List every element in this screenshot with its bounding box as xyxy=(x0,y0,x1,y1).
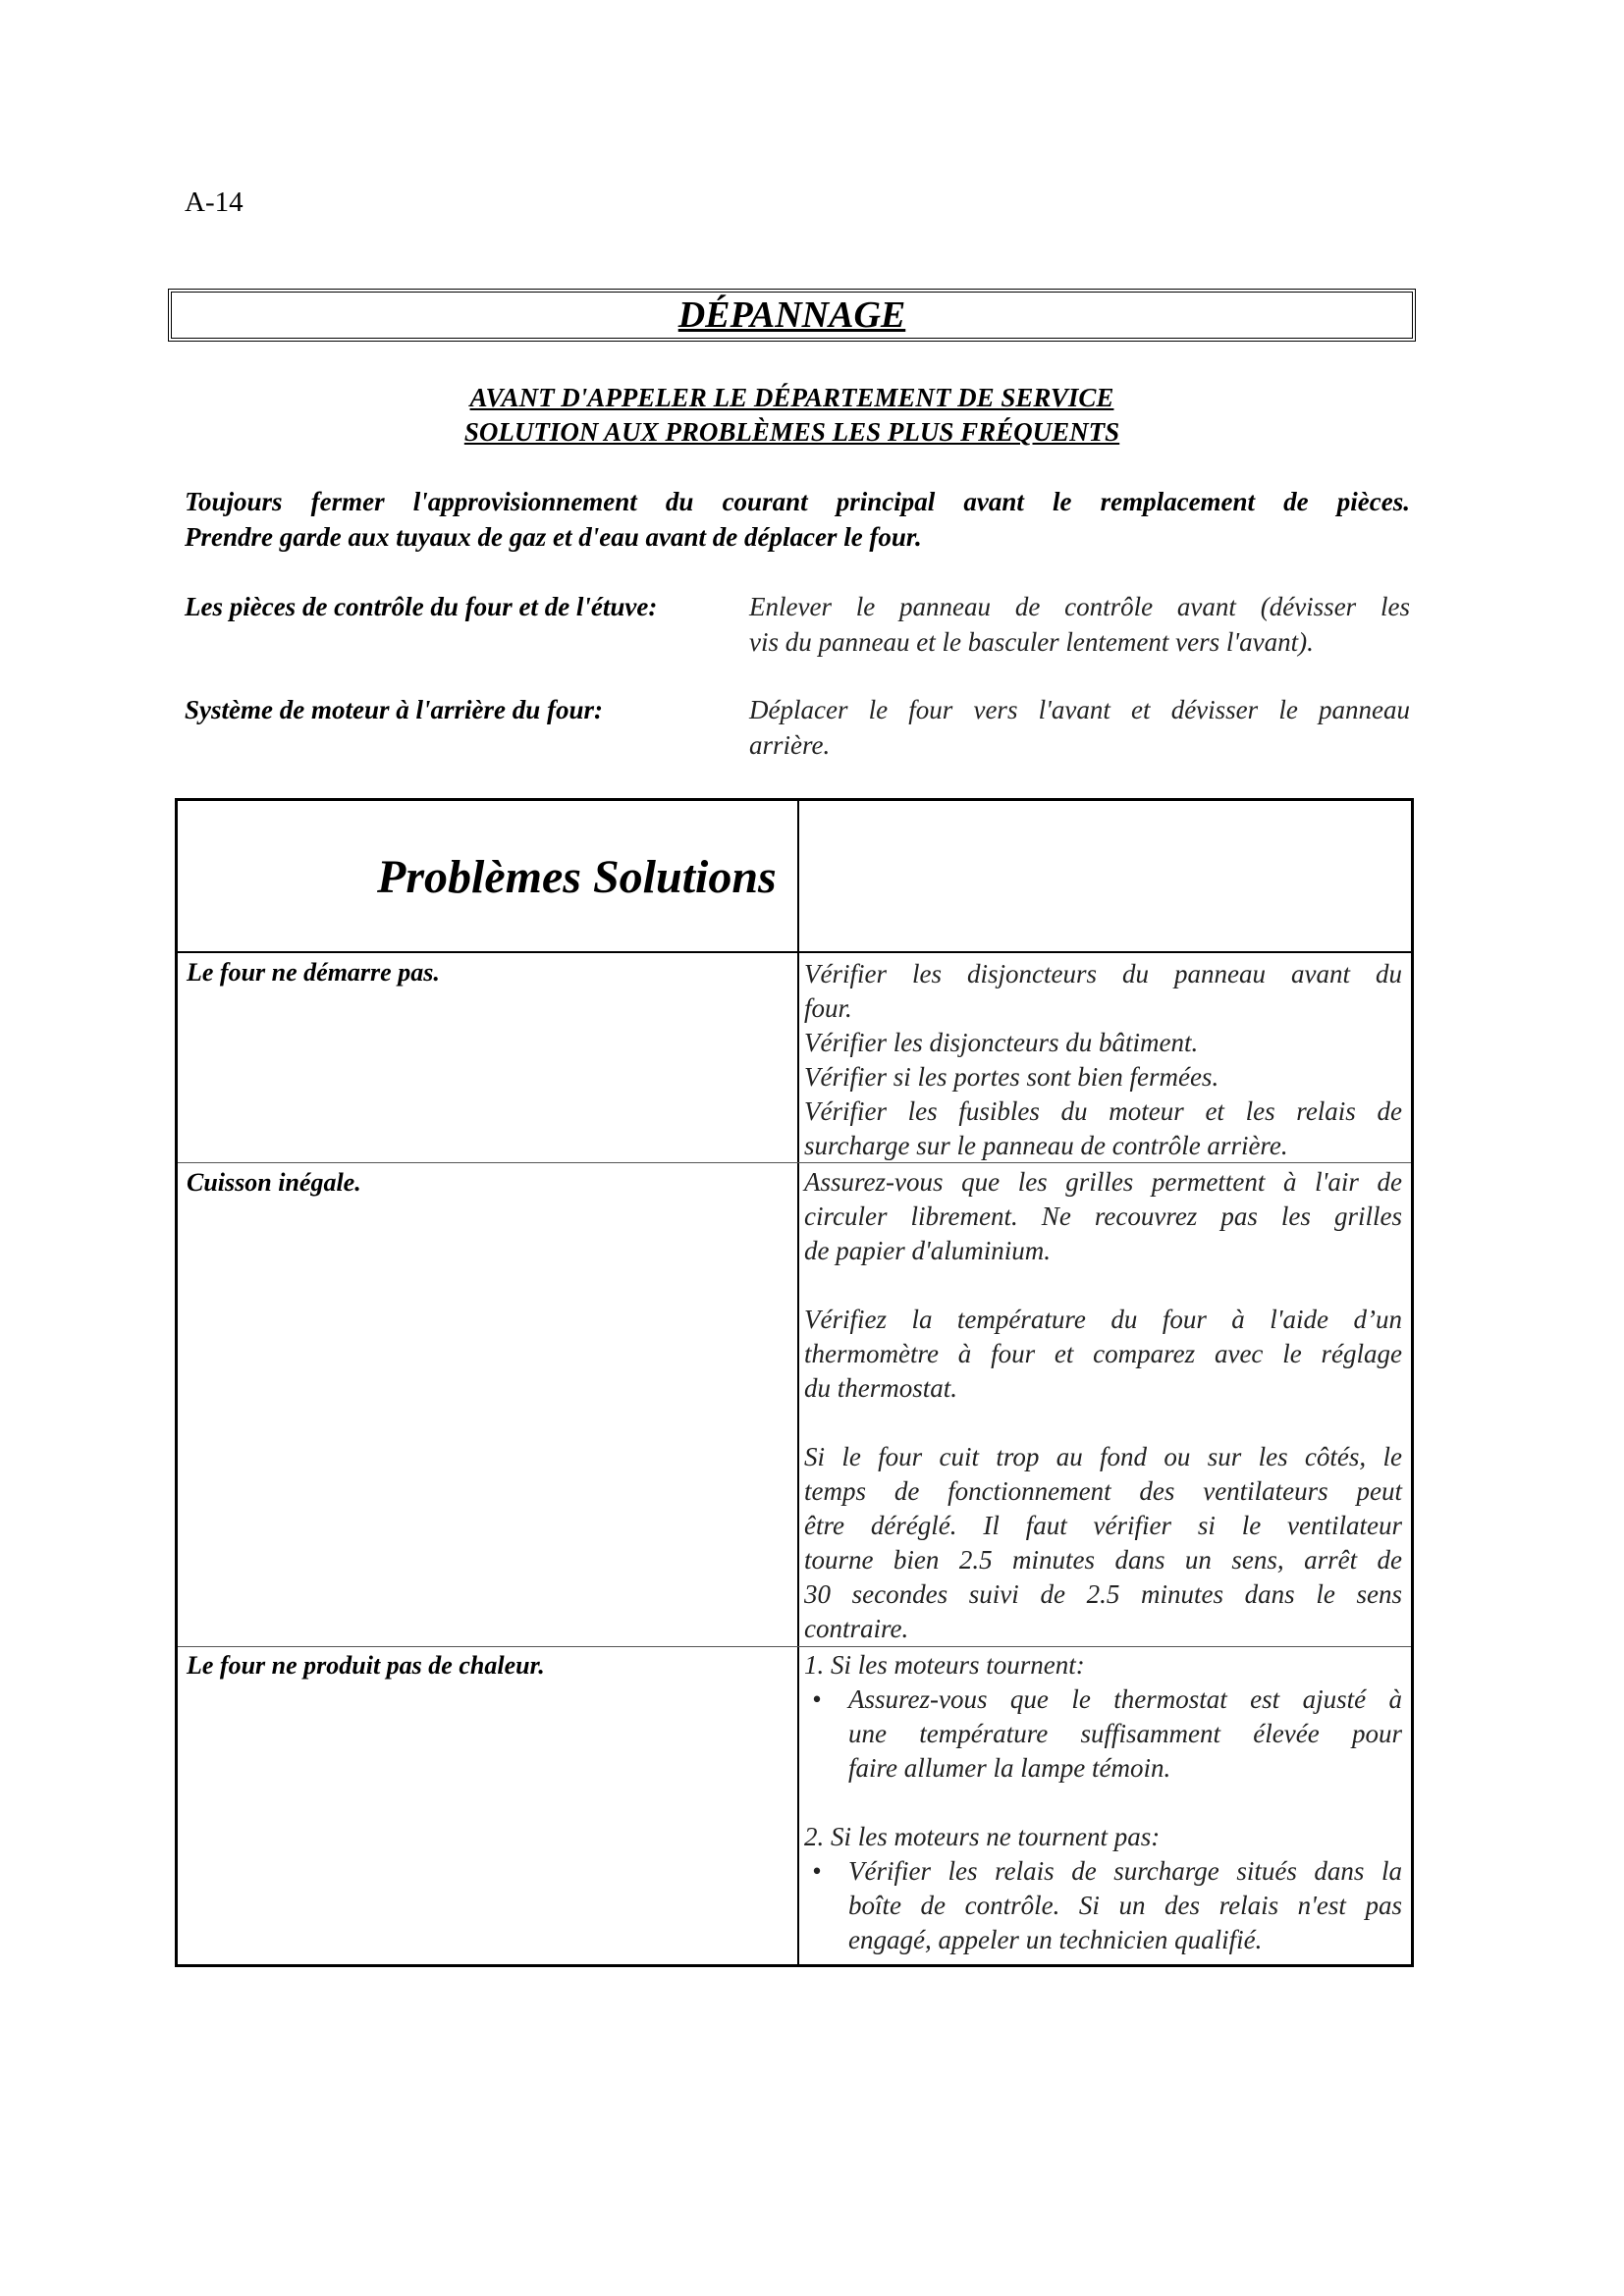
safety-warning xyxy=(185,484,1410,555)
info-label: Les pièces de contrôle du four et de l'étuve: xyxy=(185,592,658,621)
solution-line: Assurez-vous que les grilles permettent à l'air de xyxy=(804,1167,1402,1197)
solution-cell xyxy=(804,1165,1402,1646)
bullet-item xyxy=(804,1682,1402,1786)
solution-line: surcharge sur le panneau de contrôle arrière. xyxy=(804,1131,1288,1160)
bullet-item xyxy=(804,1854,1402,1957)
bullet-icon: • xyxy=(812,1684,822,1714)
info-value-line: vis du panneau et le basculer lentement vers l'avant). xyxy=(749,627,1314,657)
bullet-line: Assurez-vous que le thermostat est ajusté à xyxy=(848,1684,1402,1714)
solution-line: Vérifier si les portes sont bien fermées. xyxy=(804,1062,1219,1092)
case-heading: 1. Si les moteurs tournent: xyxy=(804,1650,1085,1680)
solution-line: Vérifier les fusibles du moteur et les relais de xyxy=(804,1096,1402,1126)
spacer xyxy=(804,1406,1402,1440)
problem-cell: Le four ne démarre pas. xyxy=(187,958,440,987)
spacer xyxy=(804,1268,1402,1303)
bullet-line: engagé, appeler un technicien qualifié. xyxy=(848,1925,1263,1954)
solution-line: Vérifiez la température du four à l'aide d’un xyxy=(804,1305,1402,1334)
troubleshooting-table xyxy=(175,798,1414,1967)
solution-line: tourne bien 2.5 minutes dans un sens, arrêt de xyxy=(804,1545,1402,1575)
page-number: A-14 xyxy=(185,187,244,218)
bullet-line: une température suffisamment élevée pour xyxy=(848,1719,1402,1748)
bullet-line: faire allumer la lampe témoin. xyxy=(848,1753,1171,1783)
solution-line: Vérifier les disjoncteurs du panneau avant du xyxy=(804,959,1402,988)
page-title: DÉPANNAGE xyxy=(677,294,906,336)
problem-cell: Le four ne produit pas de chaleur. xyxy=(187,1651,545,1680)
info-value-line: Enlever le panneau de contrôle avant (dévisser les xyxy=(749,592,1410,621)
subtitle-line: SOLUTION AUX PROBLÈMES LES PLUS FRÉQUENTS xyxy=(463,417,1120,447)
column-divider xyxy=(797,801,799,1964)
header-divider xyxy=(178,951,1411,953)
info-value xyxy=(749,589,1410,660)
solution-line: Vérifier les disjoncteurs du bâtiment. xyxy=(804,1028,1199,1057)
bullet-line: Vérifier les relais de surcharge situés dans la xyxy=(848,1856,1402,1886)
solution-line: Si le four cuit trop au fond ou sur les côtés, le xyxy=(804,1442,1402,1471)
subtitle-block xyxy=(168,381,1416,450)
row-divider xyxy=(178,1646,1411,1647)
info-value-line: Déplacer le four vers l'avant et dévisser le panneau xyxy=(749,695,1410,724)
warning-line: Toujours fermer l'approvisionnement du courant principal avant le remplacement de pièces. xyxy=(185,487,1410,516)
info-label: Système de moteur à l'arrière du four: xyxy=(185,695,603,724)
table-header: Problèmes Solutions xyxy=(377,851,777,903)
solution-line: 30 secondes suivi de 2.5 minutes dans le sens xyxy=(804,1579,1402,1609)
bullet-icon: • xyxy=(812,1856,822,1886)
info-value xyxy=(749,692,1410,763)
solution-line: être déréglé. Il faut vérifier si le ventilateur xyxy=(804,1511,1402,1540)
bullet-line: boîte de contrôle. Si un des relais n'est pas xyxy=(848,1891,1402,1920)
solution-line: de papier d'aluminium. xyxy=(804,1236,1052,1265)
solution-cell xyxy=(804,1648,1402,1957)
spacer xyxy=(804,1786,1402,1820)
solution-line: thermomètre à four et comparez avec le réglage xyxy=(804,1339,1402,1368)
warning-line: Prendre garde aux tuyaux de gaz et d'eau avant de déplacer le four. xyxy=(185,522,922,552)
solution-line: temps de fonctionnement des ventilateurs peut xyxy=(804,1476,1402,1506)
title-box xyxy=(168,289,1416,342)
solution-line: circuler librement. Ne recouvrez pas les grilles xyxy=(804,1201,1402,1231)
info-value-line: arrière. xyxy=(749,730,831,760)
solution-line: four. xyxy=(804,993,852,1023)
solution-line: du thermostat. xyxy=(804,1373,958,1403)
solution-line: contraire. xyxy=(804,1614,909,1643)
solution-cell xyxy=(804,957,1402,1163)
problem-cell: Cuisson inégale. xyxy=(187,1168,361,1197)
case-heading: 2. Si les moteurs ne tournent pas: xyxy=(804,1822,1161,1851)
subtitle-line: AVANT D'APPELER LE DÉPARTEMENT DE SERVICE xyxy=(469,383,1114,412)
